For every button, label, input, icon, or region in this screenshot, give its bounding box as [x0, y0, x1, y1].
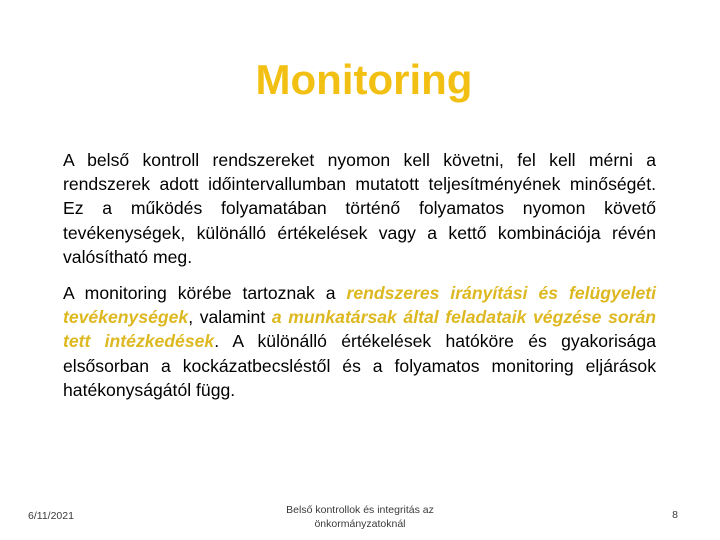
slide-title: Monitoring	[255, 56, 473, 103]
footer-date: 6/11/2021	[28, 510, 74, 522]
paragraph-2	[63, 281, 656, 402]
footer-title-line-1: Belső kontrollok és integritás az	[286, 504, 434, 516]
slide-body	[63, 148, 656, 402]
paragraph-1: A belső kontroll rendszereket nyomon kell követni, fel kell mérni a rendszerek adott időintervallumban mutatott teljesítményének minőségét. Ez a működés folyamatában történő folyamatos nyomon követő tevékenységek, különálló értékelések vagy a kettő kombinációja révén valósítható meg.	[63, 150, 656, 267]
paragraph-2-text-2: , valamint	[188, 307, 272, 328]
page-number: 8	[672, 509, 678, 521]
highlight-supervisory-activities: rendszeres irányítási és felügyeleti tevékenységek	[63, 283, 657, 328]
paragraph-2-text-3: . A különálló értékelések hatóköre és gyakorisága elsősorban a kockázatbecsléstől és a folyamatos monitoring eljárások hatékonyságától függ.	[63, 331, 657, 400]
highlight-staff-actions: a munkatársak által feladataik végzése során tett intézkedések	[63, 307, 656, 352]
footer-title	[260, 503, 460, 531]
footer-title-line-2: önkormányzatoknál	[314, 518, 406, 530]
paragraph-2-text-1: A monitoring körébe tartoznak a	[63, 283, 347, 304]
